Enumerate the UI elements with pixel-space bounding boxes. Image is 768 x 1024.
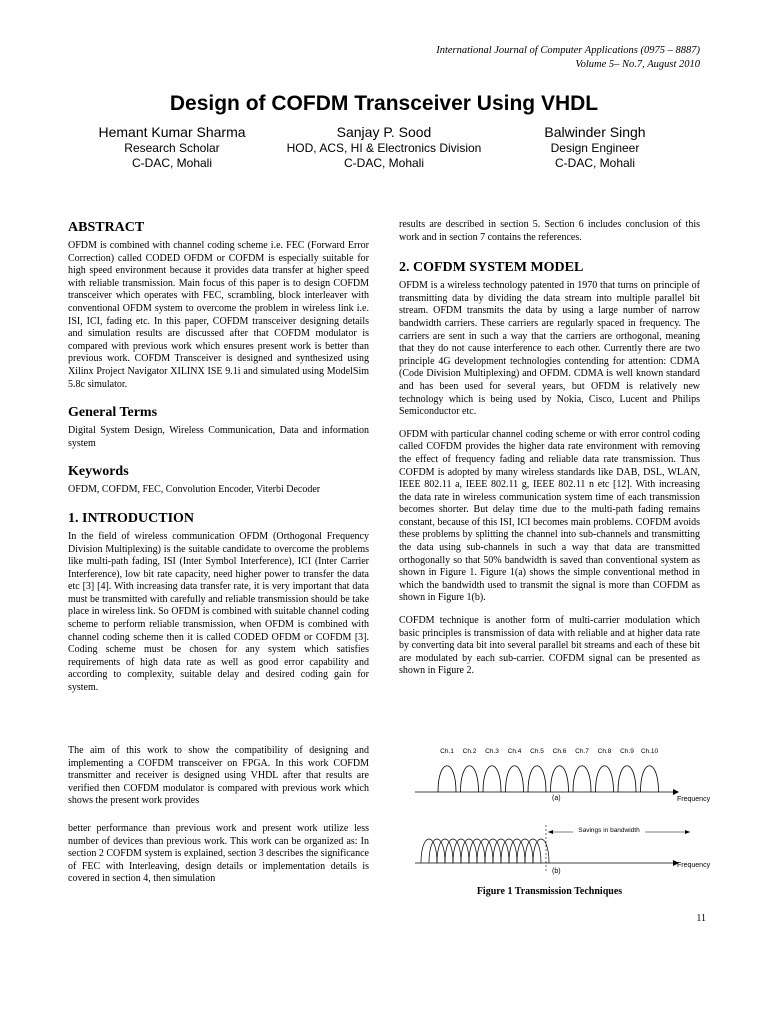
system-model-heading: 2. COFDM SYSTEM MODEL: [399, 260, 584, 276]
abstract-text: OFDM is combined with channel coding scheme i.e. FEC (Forward Error Correction) called CODED OFDM or COFDM is especially suitable for high speed environment because it provides data transfer at higher speed with reliable transmission. Main focus of this paper is to design COFDM transceiver which operates with FEC, scrambling, block interleaver with conventional OFDM system to overcome the problem in wireless link i.e. ISI, ICI, fading etc. In this paper, COFDM transceiver designing details and simulation results are discussed after that COFDM modulator is compared with previous work which ensures present work is better than previous work. COFDM Transceiver is designed and synthesized using Xilinx Project Navigator XILINX ISE 9.1i and simulated using ModelSim 5.8c simulator.: [68, 240, 369, 390]
channel-label: Ch.4: [507, 748, 522, 755]
frequency-label-b: Frequency: [677, 862, 711, 869]
channel-label: Ch.8: [597, 748, 612, 755]
channel-label: Ch.6: [552, 748, 567, 755]
carrier-arch: [641, 766, 659, 792]
system-model-paragraph-2: OFDM with particular channel coding scheme or with error control coding called COFDM provides the higher data rate environment with removing the effect of frequency fading and reliable data rate transmission. Thus COFDM is adopted by many wireless standards like DAB, DSL, WLAN, IEEE 802.11 a, IEEE 802.11 g, IEEE 802.11 n etc [12]. With increasing the data rate in wireless communication system time of each transmission becomes shorter. But delay time due to the multi-path fading remains constant, because of this ISI, ICI becomes main problems. COFDM avoids these problems by splitting the channel into sub-channels and transmitting the data using sub-channels in such a way that data are transmitted orthogonally so that 50% bandwidth is saved than conventional system as shown in Figure 1. Figure 1(a) shows the simple conventional method in which the bandwidth used to transmit the signal is more than COFDM as shown in Figure 1(b).: [399, 428, 700, 604]
author-name: Hemant Kumar Sharma: [98, 124, 246, 140]
paper-title: Design of COFDM Transceiver Using VHDL: [169, 92, 599, 115]
general-terms-heading: General Terms: [68, 405, 158, 421]
author-role: Research Scholar: [124, 141, 220, 155]
journal-header: [436, 44, 700, 72]
continued-text: results are described in section 5. Section 6 includes conclusion of this work and in section 7 contains the references.: [399, 219, 700, 243]
journal-name: International Journal of Computer Applications (0975 – 8887): [436, 45, 700, 56]
axis-arrow-a: [673, 789, 679, 795]
author-affiliation: C-DAC, Mohali: [343, 156, 424, 170]
figure-caption: Figure 1 Transmission Techniques: [476, 886, 623, 897]
carrier-arch: [551, 766, 569, 792]
savings-arrow-tail: [685, 830, 690, 834]
savings-arrow-head: [548, 830, 553, 834]
system-model-paragraph-3: COFDM technique is another form of multi-carrier modulation which basic principles is transmission of data with reliable and at higher data rate by converting data bit into several parallel bit streams and each of these bit are modulated by each sub-carrier. COFDM signal can be presented as shown in Figure 2.: [399, 615, 700, 677]
right-column: [399, 219, 700, 688]
abstract-heading: ABSTRACT: [68, 220, 145, 235]
page-number: 11: [696, 913, 706, 924]
author-affiliation: C-DAC, Mohali: [131, 156, 212, 170]
channel-label: Ch.10: [640, 748, 659, 755]
carrier-arch: [573, 766, 591, 792]
system-model-paragraph-1: OFDM is a wireless technology patented in 1970 that turns on principle of transmitting data by dividing the data stream into multiple parallel bit stream. OFDM transmits the data by using a large number of narrow bandwidth carriers. These carriers are regularly spaced in frequency. The carriers are sent in such a way that the carriers are orthogonal, meaning that they do not cause interference to each other. Currently there are two principle 4G development technologies contending for attention: CDMA (Code Division Multiplexing) and OFDM. CDMA is well known standard and has been used for several years, but OFDM is relatively new technology which is being used by Nokia, Cisco, Lucent and Philips Semiconductor etc.: [399, 280, 700, 418]
general-terms-text: Digital System Design, Wireless Communication, Data and information system: [68, 425, 369, 449]
savings-label: Savings in bandwidth: [578, 827, 640, 834]
journal-volume: Volume 5– No.7, August 2010: [575, 59, 700, 70]
author-role: Design Engineer: [550, 141, 640, 155]
channel-label: Ch.3: [485, 748, 499, 755]
conventional-carriers: [438, 766, 659, 792]
left-column: [68, 220, 369, 705]
channel-label: Ch.7: [575, 748, 589, 755]
keywords-heading: Keywords: [68, 464, 129, 480]
ofdm-overlapping-carriers: [421, 839, 549, 863]
author-affiliation: C-DAC, Mohali: [554, 156, 635, 170]
label-b: (b): [552, 868, 561, 875]
author-name: Sanjay P. Sood: [336, 124, 432, 140]
carrier-arch: [483, 766, 501, 792]
frequency-label-a: Frequency: [677, 796, 711, 803]
keywords-text: OFDM, COFDM, FEC, Convolution Encoder, Viterbi Decoder: [68, 484, 321, 496]
channel-label: Ch.1: [440, 748, 454, 755]
figure-1-transmission-techniques: [415, 745, 715, 880]
carrier-arch: [438, 766, 456, 792]
channel-label: Ch.5: [530, 748, 544, 755]
label-a: (a): [552, 795, 561, 802]
channel-labels: [440, 748, 658, 755]
channel-label: Ch.9: [620, 748, 634, 755]
channel-label: Ch.2: [462, 748, 477, 755]
carrier-arch: [506, 766, 524, 792]
carrier-arch: [618, 766, 636, 792]
author-role: HOD, ACS, HI & Electronics Division: [286, 141, 482, 155]
carrier-arch: [596, 766, 614, 792]
author-name: Balwinder Singh: [544, 124, 646, 140]
carrier-arch: [528, 766, 546, 792]
introduction-paragraph-2: The aim of this work to show the compatibility of designing and implementing a COFDM transceiver on FPGA. In this work COFDM transmitter and receiver is designed using VHDL after that results are verified then COFDM modulator is compared with previous work which shows the present work provides: [68, 745, 369, 807]
introduction-paragraph: In the field of wireless communication OFDM (Orthogonal Frequency Division Multiplexing) is the suitable candidate to overcome the problems like multi-path fading, ISI (Inter Symbol Interference), ICI (Inter Carrier Interference), low bit rate capacity, need higher power to transfer the data etc [3] [4]. With increasing data transfer rate, it is very important that data must be transmitted with carefully and reliable transmission should be take place in wireless link. So OFDM is combined with suitable channel coding scheme to perform reliable transmission, when OFDM is combined with channel coding scheme then it is called CODED OFDM or COFDM [3]. Coding scheme must be chosen for any system which satisfies requirements of high data rate as well as good error capability and according to complexity, suitable delay and desired coding gain for system.: [68, 530, 369, 694]
carrier-arch: [461, 766, 479, 792]
introduction-paragraph-3: better performance than previous work and present work utilize less number of devices than previous work. This work can be organized as: In section 2 COFDM system is explained, section 3 describes the significance of FEC with Interleaving, design details or implementation details is covered in section 4, then simulation: [68, 823, 369, 885]
introduction-heading: 1. INTRODUCTION: [68, 510, 195, 526]
author-3: [465, 124, 725, 171]
